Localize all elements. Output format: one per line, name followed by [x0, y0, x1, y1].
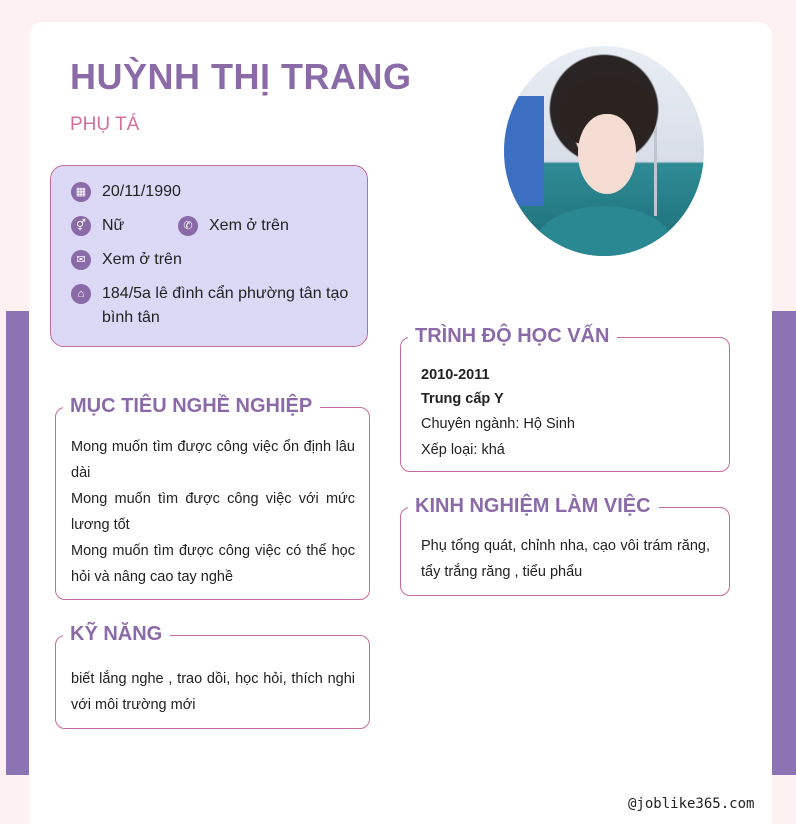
objective-line: Mong muốn tìm được công việc có thể học hỏi và nâng cao tay nghề	[71, 543, 355, 585]
objective-section	[55, 407, 370, 600]
candidate-name: HUỲNH THỊ TRANG	[70, 56, 412, 97]
objective-line: Mong muốn tìm được công việc ổn định lâu dài	[71, 439, 355, 481]
birthday-row	[71, 180, 181, 204]
skills-heading: KỸ NĂNG	[63, 623, 170, 646]
gender-icon: ⚥	[71, 216, 91, 236]
left-purple-band	[6, 311, 30, 775]
website-watermark: @joblike365.com	[628, 796, 755, 812]
education-degree: Trung cấp Y	[421, 391, 504, 407]
experience-text: Phụ tổng quát, chỉnh nha, cạo vôi trám răng, tẩy trắng răng , tiểu phẩu	[421, 538, 710, 580]
gender-value: Nữ	[102, 217, 125, 234]
photo-background-rail	[654, 126, 704, 216]
education-period: 2010-2011	[421, 367, 490, 383]
objective-heading: MỤC TIÊU NGHỀ NGHIỆP	[63, 395, 320, 418]
photo-face	[578, 114, 636, 194]
profile-photo	[504, 46, 704, 256]
photo-shoulder	[534, 206, 674, 256]
calendar-icon: ▦	[71, 182, 91, 202]
email-row	[71, 248, 182, 272]
home-icon: ⌂	[71, 284, 91, 304]
candidate-position: PHỤ TÁ	[70, 114, 140, 135]
photo-background-panel	[504, 96, 544, 206]
address-line-2: bình tân	[102, 309, 160, 326]
address-row	[71, 282, 348, 330]
skills-text: biết lắng nghe , trao dồi, học hỏi, thích nghi với môi trường mới	[71, 671, 355, 713]
education-heading: TRÌNH ĐỘ HỌC VẤN	[408, 325, 617, 348]
objective-line: Mong muốn tìm được công việc với mức lương tốt	[71, 491, 355, 533]
education-section	[400, 337, 730, 472]
right-purple-band	[772, 311, 796, 775]
gender-row	[71, 214, 124, 238]
phone-row	[178, 214, 289, 238]
address-line-1: 184/5a lê đình cẩn phường tân tạo	[102, 285, 349, 302]
email-value: Xem ở trên	[102, 251, 182, 268]
education-major: Chuyên ngành: Hộ Sinh	[421, 416, 575, 432]
phone-icon: ✆	[178, 216, 198, 236]
skills-section	[55, 635, 370, 729]
education-grade: Xếp loại: khá	[421, 442, 505, 458]
birthday-value: 20/11/1990	[102, 183, 181, 200]
experience-heading: KINH NGHIỆM LÀM VIỆC	[408, 495, 659, 518]
experience-section	[400, 507, 730, 596]
envelope-icon: ✉	[71, 250, 91, 270]
phone-value: Xem ở trên	[209, 217, 289, 234]
